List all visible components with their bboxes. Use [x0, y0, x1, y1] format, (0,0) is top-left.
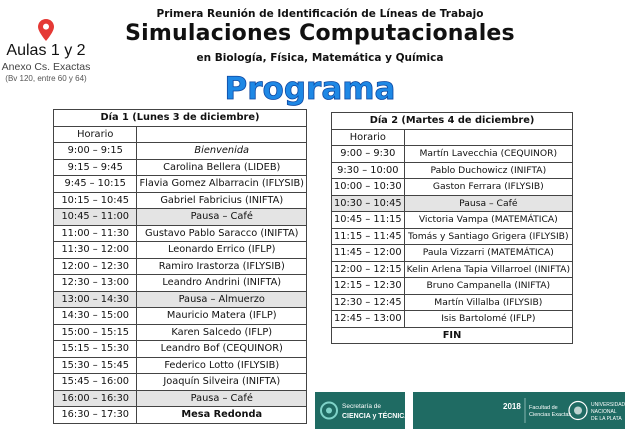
schedule-footer: FIN — [332, 327, 573, 344]
schedule-row — [54, 308, 307, 325]
schedule-row — [332, 294, 573, 311]
facultad-line1: Facultad de — [529, 405, 558, 411]
day1-col-blank — [137, 126, 307, 143]
schedule-time: 16:00 – 16:30 — [54, 390, 137, 407]
facultad-line2: Ciencias Exactas — [529, 412, 572, 418]
schedule-row — [54, 159, 307, 176]
schedule-row — [54, 374, 307, 391]
schedule-time: 12:15 – 12:30 — [332, 278, 405, 295]
schedule-row — [54, 209, 307, 226]
schedule-activity: Pausa – Almuerzo — [137, 291, 307, 308]
schedule-time: 11:45 – 12:00 — [332, 245, 405, 262]
schedule-time: 9:00 – 9:15 — [54, 143, 137, 160]
schedule-activity: Leandro Andrini (INIFTA) — [137, 275, 307, 292]
schedule-activity: Flavia Gomez Albarracin (IFLYSIB) — [137, 176, 307, 193]
location-title: Aulas 1 y 2 — [6, 42, 86, 59]
schedule-time: 12:00 – 12:15 — [332, 261, 405, 278]
schedule-row — [332, 162, 573, 179]
schedule-activity: Pausa – Café — [137, 390, 307, 407]
day2-title: Día 2 (Martes 4 de diciembre) — [332, 113, 573, 130]
secretaria-line2: CIENCIA y TÉCNICA — [342, 413, 410, 420]
schedule-time: 11:15 – 11:45 — [332, 228, 405, 245]
event-line1: Primera Reunión de Identificación de Líneas de Trabajo — [156, 8, 484, 20]
schedule-time: 9:15 – 9:45 — [54, 159, 137, 176]
schedule-time: 15:15 – 15:30 — [54, 341, 137, 358]
schedule-time: 12:30 – 12:45 — [332, 294, 405, 311]
schedule-row — [54, 291, 307, 308]
schedule-row — [54, 357, 307, 374]
schedule-activity: Bruno Campanella (INIFTA) — [404, 278, 572, 295]
schedule-row — [54, 258, 307, 275]
schedule-time: 13:00 – 14:30 — [54, 291, 137, 308]
schedule-time: 10:30 – 10:45 — [332, 195, 405, 212]
schedule-activity: Martín Villalba (IFLYSIB) — [404, 294, 572, 311]
schedule-activity: Gustavo Pablo Saracco (INIFTA) — [137, 225, 307, 242]
schedule-time: 12:30 – 13:00 — [54, 275, 137, 292]
schedule-time: 16:30 – 17:30 — [54, 407, 137, 424]
schedule-activity: Pablo Duchowicz (INIFTA) — [404, 162, 572, 179]
schedule-row — [54, 275, 307, 292]
schedule-row — [332, 179, 573, 196]
schedule-time: 15:45 – 16:00 — [54, 374, 137, 391]
schedule-time: 15:30 – 15:45 — [54, 357, 137, 374]
schedule-activity: Martín Lavecchia (CEQUINOR) — [404, 146, 572, 163]
schedule-activity: Leonardo Errico (IFLP) — [137, 242, 307, 259]
schedule-time: 9:00 – 9:30 — [332, 146, 405, 163]
schedule-activity: Gabriel Fabricius (INIFTA) — [137, 192, 307, 209]
logo-year: 2018 — [503, 402, 521, 411]
schedule-time: 10:00 – 10:30 — [332, 179, 405, 196]
schedule-time: 15:00 – 15:15 — [54, 324, 137, 341]
schedule-row — [54, 143, 307, 160]
schedule-time: 10:45 – 11:00 — [54, 209, 137, 226]
schedule-row — [332, 245, 573, 262]
schedule-time: 12:00 – 12:30 — [54, 258, 137, 275]
unlp-line1: UNIVERSIDAD — [591, 402, 625, 408]
schedule-time: 11:00 – 11:30 — [54, 225, 137, 242]
schedule-time: 9:30 – 10:00 — [332, 162, 405, 179]
schedule-time: 10:45 – 11:15 — [332, 212, 405, 229]
schedule-row — [332, 146, 573, 163]
schedule-activity: Karen Salcedo (IFLP) — [137, 324, 307, 341]
schedule-row — [54, 242, 307, 259]
day1-table — [53, 109, 307, 424]
schedule-activity: Isis Bartolomé (IFLP) — [404, 311, 572, 328]
schedule-activity: Ramiro Irastorza (IFLYSIB) — [137, 258, 307, 275]
schedule-time: 11:30 – 12:00 — [54, 242, 137, 259]
schedule-row — [332, 212, 573, 229]
schedule-row — [332, 261, 573, 278]
schedule-activity: Leandro Bof (CEQUINOR) — [137, 341, 307, 358]
schedule-row — [54, 390, 307, 407]
schedule-row — [54, 407, 307, 424]
schedule-time: 12:45 – 13:00 — [332, 311, 405, 328]
schedule-row — [332, 195, 573, 212]
location-building: Anexo Cs. Exactas — [1, 61, 91, 73]
schedule-time: 10:15 – 10:45 — [54, 192, 137, 209]
schedule-activity: Bienvenida — [137, 143, 307, 160]
day2-col-header: Horario — [332, 129, 405, 146]
day2-table — [331, 112, 573, 344]
schedule-activity: Pausa – Café — [404, 195, 572, 212]
day2-col-blank — [404, 129, 572, 146]
schedule-row — [54, 341, 307, 358]
schedule-row — [332, 311, 573, 328]
programa-heading-text: Programa — [224, 71, 396, 107]
secretaria-line1: Secretaría de — [342, 403, 382, 410]
schedule-activity: Federico Lotto (IFLYSIB) — [137, 357, 307, 374]
event-subtitle: en Biología, Física, Matemática y Química — [196, 52, 444, 64]
schedule-activity: Tomás y Santiago Grigera (IFLYSIB) — [404, 228, 572, 245]
schedule-activity: Pausa – Café — [137, 209, 307, 226]
schedule-activity: Gaston Ferrara (IFLYSIB) — [404, 179, 572, 196]
day1-col-header: Horario — [54, 126, 137, 143]
schedule-row — [54, 225, 307, 242]
schedule-activity: Victoria Vampa (MATEMÁTICA) — [404, 212, 572, 229]
schedule-row — [54, 192, 307, 209]
schedule-time: 14:30 – 15:00 — [54, 308, 137, 325]
schedule-row — [54, 176, 307, 193]
schedule-row — [332, 278, 573, 295]
unlp-line2: NACIONAL — [591, 409, 617, 415]
schedule-row — [54, 324, 307, 341]
programa-heading — [190, 68, 430, 108]
schedule-time: 9:45 – 10:15 — [54, 176, 137, 193]
day1-title: Día 1 (Lunes 3 de diciembre) — [54, 110, 307, 127]
unlp-line3: DE LA PLATA — [591, 416, 622, 422]
location-address: (Bv 120, entre 60 y 64) — [5, 74, 87, 83]
sponsor-logos — [315, 392, 625, 429]
schedule-activity: Carolina Bellera (LIDEB) — [137, 159, 307, 176]
event-title: Simulaciones Computacionales — [125, 21, 515, 46]
schedule-activity: Paula Vizzarri (MATEMÁTICA) — [404, 245, 572, 262]
schedule-activity: Mauricio Matera (IFLP) — [137, 308, 307, 325]
schedule-activity: Mesa Redonda — [137, 407, 307, 424]
map-pin-icon — [38, 19, 54, 41]
schedule-activity: Joaquín Silveira (INIFTA) — [137, 374, 307, 391]
schedule-row — [332, 228, 573, 245]
schedule-activity: Kelin Arlena Tapia Villarroel (INIFTA) — [404, 261, 572, 278]
